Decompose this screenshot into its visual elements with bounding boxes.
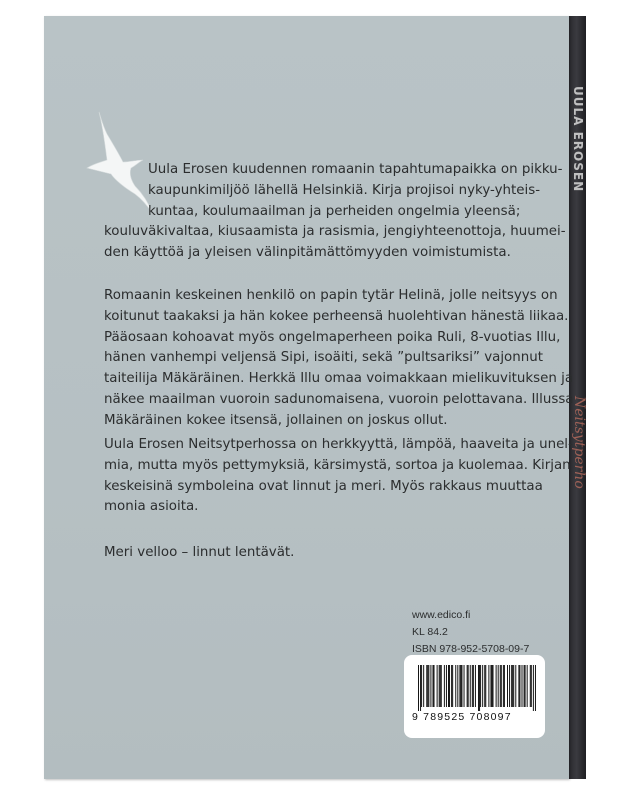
- barcode-bar: [426, 665, 427, 707]
- barcode-bar: [504, 665, 505, 707]
- barcode-bar: [464, 665, 465, 707]
- barcode-bar: [484, 665, 485, 707]
- barcode-bar: [428, 665, 429, 707]
- blurb-line: Mäkäräinen kokee itsensä, jollainen on joskus ollut.: [104, 412, 448, 428]
- barcode-bars: [418, 665, 536, 711]
- barcode-bar: [533, 665, 534, 711]
- barcode-bar: [427, 665, 428, 707]
- barcode-bar: [468, 665, 469, 707]
- barcode-bar: [432, 665, 433, 707]
- barcode-bar: [441, 665, 442, 707]
- blurb-line: Uula Erosen Neitsytperhossa on herkkyyttä, lämpöä, haaveita ja unel-: [104, 437, 573, 452]
- barcode-bar: [451, 665, 452, 707]
- barcode-bar: [420, 665, 421, 711]
- barcode-bar: [531, 665, 532, 707]
- barcode-digits: 9 789525 708097: [412, 711, 512, 723]
- barcode-bar: [496, 665, 497, 707]
- barcode-bar: [507, 665, 508, 707]
- barcode-bar: [452, 665, 453, 707]
- barcode-bar: [448, 665, 449, 707]
- barcode-bar: [515, 665, 516, 707]
- barcode-bar: [423, 665, 424, 707]
- blurb-line: mia, mutta myös pettymyksiä, kärsimystä, sortoa ja kuolemaa. Kirjan: [104, 457, 571, 473]
- spine-author-text: UULA EROSEN: [571, 86, 585, 193]
- barcode-bar: [470, 665, 471, 707]
- barcode-bar: [524, 665, 525, 707]
- blurb-paragraph-2: [104, 286, 574, 432]
- isbn-text: ISBN 978-952-5708-09-7: [412, 643, 530, 655]
- publisher-info: [412, 607, 529, 658]
- barcode-bar: [485, 665, 486, 707]
- barcode-bar: [512, 665, 513, 707]
- blurb-line: kuntaa, koulumaailman ja perheiden ongelmia yleensä;: [148, 203, 521, 219]
- barcode-bar: [511, 665, 512, 707]
- spine-title-text: Neitsytperho: [571, 396, 587, 489]
- barcode-bar: [430, 665, 431, 707]
- barcode-bar: [472, 665, 473, 707]
- barcode-bar: [522, 665, 523, 707]
- barcode-bar: [473, 665, 474, 707]
- blurb-line: näkee maailman vuoroin sadunomaisena, vuoroin pelottavana. Illussa: [104, 391, 574, 407]
- barcode-bar: [503, 665, 504, 707]
- barcode-bar: [421, 665, 422, 707]
- publisher-website: www.edico.fi: [412, 609, 471, 621]
- blurb-closing-line: Meri velloo – linnut lentävät.: [104, 545, 295, 560]
- barcode-bar: [440, 665, 441, 707]
- barcode-bar: [444, 665, 445, 707]
- blurb-line: hänen vanhempi veljensä Sipi, isoäiti, sekä ”pultsariksi” vajonnut: [104, 350, 543, 366]
- blurb-paragraph-3: [104, 435, 573, 518]
- barcode-bar: [519, 665, 520, 707]
- barcode-bar: [518, 665, 519, 707]
- barcode-label: [404, 655, 545, 738]
- classification-code: KL 84.2: [412, 626, 448, 638]
- barcode-bar: [509, 665, 510, 707]
- barcode-bar: [525, 665, 526, 707]
- barcode-bar: [475, 665, 476, 707]
- blurb-line: taiteilija Mäkäräinen. Herkkä Illu omaa voimakkaan mielikuvituksen ja: [104, 371, 574, 387]
- barcode-bar: [446, 665, 447, 707]
- barcode-bar: [513, 665, 514, 707]
- barcode-bar: [437, 665, 438, 707]
- blurb-line: Romaanin keskeinen henkilö on papin tytär Helinä, jolle neitsyys on: [104, 288, 558, 303]
- blurb-line: keskeisinä symboleina ovat linnut ja meri. Myös rakkaus muuttaa: [104, 478, 543, 494]
- blurb-line: kouluväkivaltaa, kiusaamista ja rasismia, jengiyhteenottoja, huumei-: [104, 224, 566, 240]
- blurb-line: kaupunkimiljöö lähellä Helsinkiä. Kirja projisoi nyky-yhteis-: [148, 182, 541, 198]
- barcode-bar: [479, 665, 480, 711]
- blurb-paragraph-1: [104, 160, 566, 264]
- barcode-bar: [491, 665, 492, 707]
- barcode-bar: [449, 665, 450, 707]
- barcode-bar: [501, 665, 502, 707]
- barcode-bar: [457, 665, 458, 707]
- blurb-line: Uula Erosen kuudennen romaanin tapahtumapaikka on pikku-: [148, 162, 563, 177]
- barcode-bar: [498, 665, 499, 707]
- barcode-bar: [535, 665, 536, 711]
- barcode-bar: [455, 665, 456, 707]
- barcode-bar: [500, 665, 501, 707]
- blurb-line: monia asioita.: [104, 499, 199, 515]
- barcode-bar: [493, 665, 494, 707]
- blurb-line: den käyttöä ja yleisen välinpitämättömyyden voimistumista.: [104, 245, 511, 261]
- barcode-bar: [439, 665, 440, 707]
- barcode-bar: [418, 665, 419, 711]
- barcode-bar: [460, 665, 461, 707]
- blurb-line: Pääosaan kohoavat myös ongelmaperheen poika Ruli, 8-vuotias Illu,: [104, 329, 561, 345]
- barcode-bar: [459, 665, 460, 707]
- barcode-bar: [478, 665, 479, 711]
- barcode-bar: [434, 665, 435, 707]
- barcode-bar: [527, 665, 528, 707]
- barcode-bar: [467, 665, 468, 707]
- barcode-bar: [482, 665, 483, 707]
- barcode-bar: [480, 665, 481, 707]
- barcode-bar: [490, 665, 491, 707]
- blurb-line: koitunut taakaksi ja hän kokee perheensä huolehtivan hänestä liikaa.: [104, 308, 569, 324]
- barcode-bar: [488, 665, 489, 707]
- barcode-bar: [530, 665, 531, 707]
- barcode-bar: [461, 665, 462, 707]
